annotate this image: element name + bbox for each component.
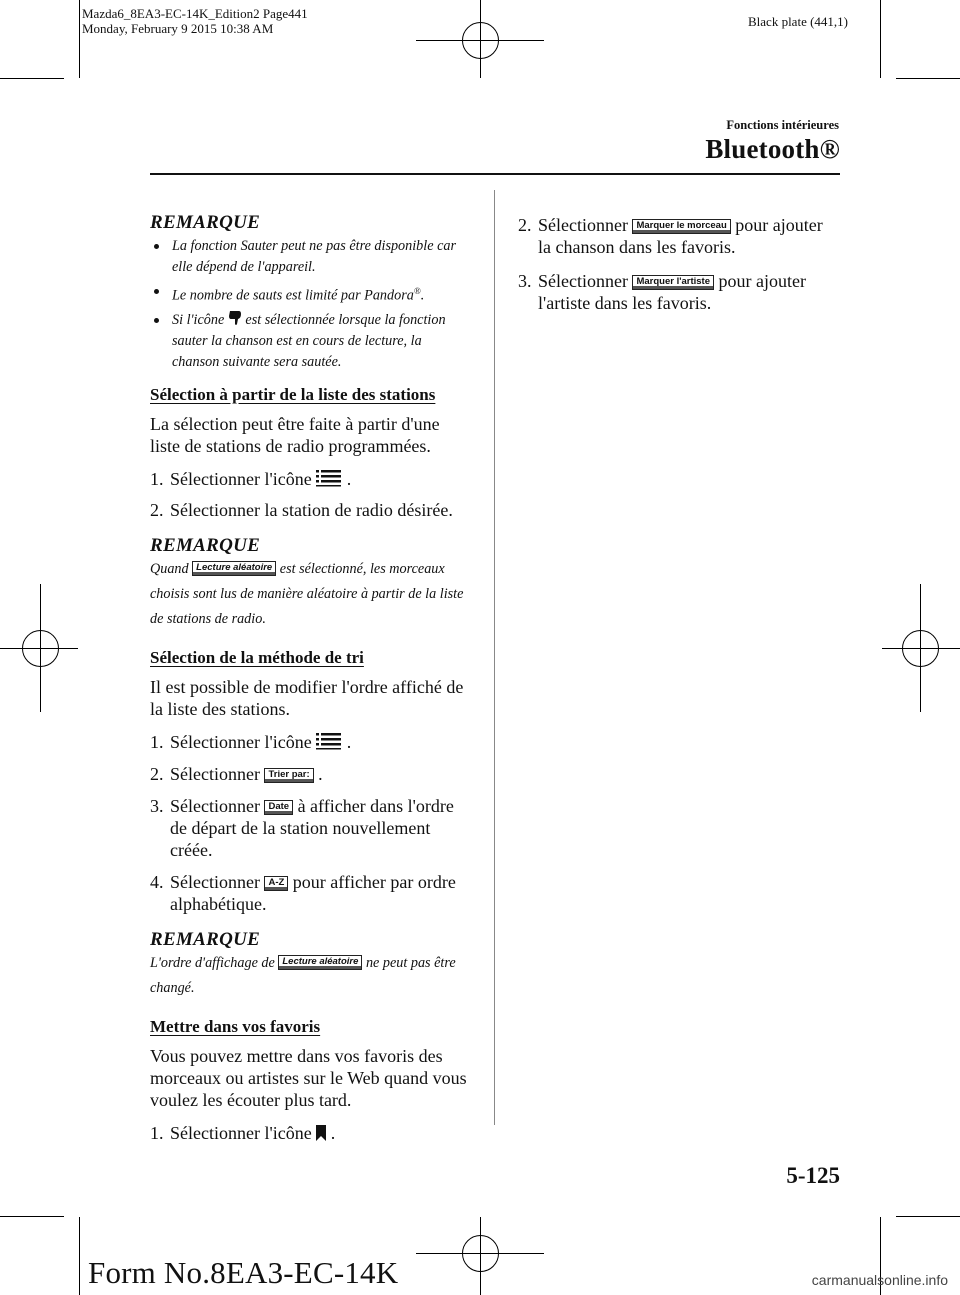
remarque-text: L'ordre d'affichage de Lecture aléatoire ne peut pas être changé. bbox=[150, 954, 456, 996]
remarque-title: REMARQUE bbox=[150, 212, 261, 233]
watermark: carmanualsonline.info bbox=[811, 1272, 948, 1288]
trier-par-button: Trier par: bbox=[264, 768, 313, 783]
list-item: Le nombre de sauts est limité par Pandora®. bbox=[150, 281, 470, 307]
step-item: 2. Sélectionner Marquer le morceau pour ajouter la chanson dans les favoris. bbox=[518, 215, 823, 257]
thumbs-down-icon bbox=[228, 310, 242, 326]
marquer-artiste-button: Marquer l'artiste bbox=[632, 275, 714, 290]
remarque-title: REMARQUE bbox=[150, 534, 261, 556]
step-item: 2. Sélectionner la station de radio désirée. bbox=[150, 499, 453, 520]
list-item: La fonction Sauter peut ne pas être disponible car elle dépend de l'appareil. bbox=[150, 236, 470, 278]
heading-stations: Sélection à partir de la liste des stations bbox=[150, 384, 436, 404]
list-icon bbox=[316, 469, 342, 487]
list-item: Si l'icône est sélectionnée lorsque la fonction sauter la chanson est en cours de lecture, la chanson suivante sera sautée. bbox=[150, 310, 470, 373]
remarque-text: Quand Lecture aléatoire est sélectionné, les morceaux choisis sont lus de manière aléatoire à partir de la liste de stations de radio. bbox=[150, 560, 464, 627]
section-title: Bluetooth® bbox=[705, 134, 840, 164]
print-header-file: Mazda6_8EA3-EC-14K_Edition2 Page441 bbox=[82, 6, 308, 21]
step-item: 1. Sélectionner l'icône . bbox=[150, 1122, 336, 1143]
left-column bbox=[150, 212, 470, 1144]
remarque-list bbox=[150, 236, 470, 373]
remarque-title: REMARQUE bbox=[150, 928, 261, 950]
section-label: Fonctions intérieures bbox=[726, 118, 839, 132]
print-header bbox=[82, 6, 308, 36]
step-item: 4. Sélectionner A-Z pour afficher par ordre alphabétique. bbox=[150, 871, 456, 914]
section-rule bbox=[150, 173, 840, 175]
step-item: 3. Sélectionner Marquer l'artiste pour ajouter l'artiste dans les favoris. bbox=[518, 271, 806, 313]
page-number: 5-125 bbox=[786, 1163, 840, 1188]
heading-tri: Sélection de la méthode de tri bbox=[150, 647, 364, 667]
print-header-date: Monday, February 9 2015 10:38 AM bbox=[82, 21, 274, 36]
bookmark-icon bbox=[316, 1125, 326, 1141]
lecture-aleatoire-button: Lecture aléatoire bbox=[192, 561, 276, 576]
body-stations: La sélection peut être faite à partir d'une liste de stations de radio programmées. bbox=[150, 413, 440, 456]
step-item: 3. Sélectionner Date à afficher dans l'ordre de départ de la station nouvellement créée. bbox=[150, 795, 454, 860]
column-divider bbox=[494, 190, 495, 1125]
marquer-morceau-button: Marquer le morceau bbox=[632, 219, 730, 234]
lecture-aleatoire-button: Lecture aléatoire bbox=[278, 955, 362, 970]
date-button: Date bbox=[264, 800, 293, 815]
list-icon bbox=[316, 732, 342, 750]
step-item: 1. Sélectionner l'icône . bbox=[150, 731, 352, 752]
heading-favoris: Mettre dans vos favoris bbox=[150, 1016, 321, 1036]
body-favoris: Vous pouvez mettre dans vos favoris des morceaux ou artistes sur le Web quand vous voulez les écouter plus tard. bbox=[150, 1045, 467, 1110]
step-item: 2. Sélectionner Trier par: . bbox=[150, 763, 323, 784]
right-column bbox=[518, 214, 838, 314]
plate-label: Black plate (441,1) bbox=[748, 14, 848, 29]
step-item: 1. Sélectionner l'icône . bbox=[150, 468, 352, 489]
form-number: Form No.8EA3-EC-14K bbox=[88, 1255, 399, 1290]
a-z-button: A-Z bbox=[264, 876, 288, 891]
body-tri: Il est possible de modifier l'ordre affiché de la liste des stations. bbox=[150, 676, 464, 719]
